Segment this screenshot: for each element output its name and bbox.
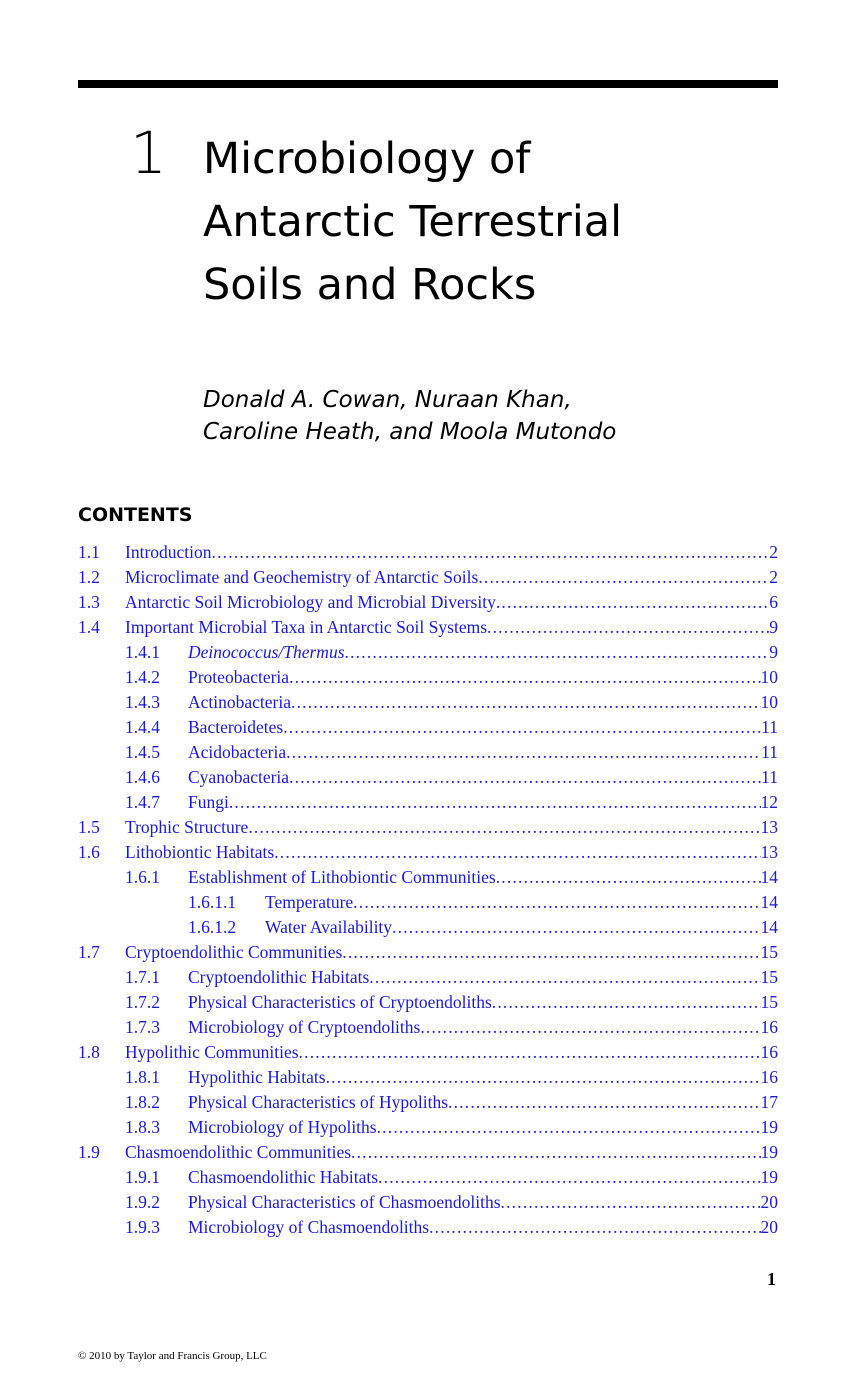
toc-entry-number: 1.8 [78, 1042, 100, 1062]
toc-leader-dots [283, 715, 761, 740]
toc-leader-dots [326, 1065, 761, 1090]
toc-entry[interactable] [78, 665, 778, 690]
chapter-title-line: Soils and Rocks [203, 260, 537, 310]
toc-leader-dots [496, 590, 769, 615]
toc-leader-dots [229, 790, 761, 815]
toc-entry-number: 1.9 [78, 1142, 100, 1162]
toc-entry-title[interactable]: Hypolithic Habitats [188, 1067, 326, 1087]
toc-entry-number: 1.4.4 [125, 717, 160, 737]
toc-entry[interactable] [78, 1165, 778, 1190]
toc-entry[interactable] [78, 715, 778, 740]
toc-entry-number: 1.6.1.1 [188, 892, 237, 912]
toc-entry-title[interactable]: Bacteroidetes [188, 717, 284, 737]
toc-entry-number: 1.4.5 [125, 742, 160, 762]
toc-entry-title[interactable]: Hypolithic Communities [125, 1042, 299, 1062]
toc-entry-title[interactable]: Important Microbial Taxa in Antarctic Soil Systems [125, 617, 488, 637]
toc-entry[interactable] [78, 815, 778, 840]
toc-entry-title[interactable]: Antarctic Soil Microbiology and Microbial Diversity [125, 592, 496, 612]
toc-leader-dots [342, 940, 760, 965]
toc-leader-dots [289, 765, 761, 790]
toc-entry[interactable] [78, 1065, 778, 1090]
toc-entry-page[interactable]: 13 [760, 842, 778, 862]
chapter-authors [203, 384, 763, 448]
table-of-contents [78, 540, 778, 1240]
toc-entry-page[interactable]: 14 [760, 892, 778, 912]
toc-entry-page[interactable]: 16 [760, 1017, 778, 1037]
toc-entry-number: 1.8.3 [125, 1117, 160, 1137]
toc-entry-page[interactable]: 11 [761, 742, 778, 762]
toc-entry[interactable] [78, 690, 778, 715]
toc-leader-dots [289, 665, 760, 690]
toc-entry[interactable] [78, 840, 778, 865]
toc-leader-dots [345, 640, 770, 665]
toc-entry-title[interactable]: Temperature [265, 892, 354, 912]
toc-entry-page[interactable]: 11 [761, 717, 778, 737]
toc-entry-page[interactable]: 10 [760, 667, 778, 687]
chapter-title-line: Antarctic Terrestrial [203, 197, 623, 247]
toc-entry-page[interactable]: 2 [769, 542, 778, 562]
toc-leader-dots [496, 865, 761, 890]
toc-entry-title[interactable]: Chasmoendolithic Communities [125, 1142, 352, 1162]
toc-entry-page[interactable]: 20 [760, 1192, 778, 1212]
toc-entry[interactable] [78, 565, 778, 590]
toc-leader-dots [420, 1015, 760, 1040]
toc-entry[interactable] [78, 890, 778, 915]
toc-entry-page[interactable]: 20 [760, 1217, 778, 1237]
toc-leader-dots [392, 915, 760, 940]
copyright-footer: © 2010 by Taylor and Francis Group, LLC [78, 1350, 267, 1362]
toc-entry-number: 1.9.1 [125, 1167, 160, 1187]
toc-entry-number: 1.9.3 [125, 1217, 160, 1237]
toc-entry-number: 1.2 [78, 567, 100, 587]
toc-entry-title[interactable]: Physical Characteristics of Chasmoendoliths [188, 1192, 501, 1212]
toc-entry-number: 1.3 [78, 592, 100, 612]
toc-entry-number: 1.4.7 [125, 792, 160, 812]
toc-entry[interactable] [78, 915, 778, 940]
toc-entry-title[interactable]: Microbiology of Hypoliths [188, 1117, 377, 1137]
toc-entry-number: 1.1 [78, 542, 100, 562]
toc-entry[interactable] [78, 740, 778, 765]
toc-leader-dots [429, 1215, 760, 1240]
toc-entry-title[interactable]: Microbiology of Chasmoendoliths [188, 1217, 430, 1237]
toc-entry[interactable] [78, 965, 778, 990]
toc-entry-title[interactable]: Acidobacteria [188, 742, 287, 762]
toc-entry[interactable] [78, 590, 778, 615]
toc-entry[interactable] [78, 1040, 778, 1065]
toc-entry[interactable] [78, 790, 778, 815]
toc-entry[interactable] [78, 615, 778, 640]
toc-leader-dots [448, 1090, 760, 1115]
toc-entry-title[interactable]: Microbiology of Cryptoendoliths [188, 1017, 421, 1037]
toc-entry[interactable] [78, 640, 778, 665]
toc-entry-page[interactable]: 15 [760, 992, 778, 1012]
chapter-title [203, 128, 763, 317]
chapter-title-line: Microbiology of [203, 134, 531, 184]
toc-leader-dots [351, 1140, 760, 1165]
toc-entry-page[interactable]: 2 [769, 567, 778, 587]
toc-entry-title[interactable]: Cryptoendolithic Habitats [188, 967, 370, 987]
toc-entry-title[interactable]: Introduction [125, 542, 212, 562]
toc-leader-dots [501, 1190, 761, 1215]
toc-entry-title[interactable]: Establishment of Lithobiontic Communities [188, 867, 496, 887]
toc-leader-dots [492, 990, 761, 1015]
toc-leader-dots [248, 815, 760, 840]
toc-leader-dots [212, 540, 770, 565]
toc-entry[interactable] [78, 1090, 778, 1115]
toc-entry-page[interactable]: 17 [760, 1092, 778, 1112]
toc-leader-dots [291, 690, 760, 715]
toc-entry-page[interactable]: 16 [760, 1042, 778, 1062]
toc-entry[interactable] [78, 540, 778, 565]
toc-entry-page[interactable]: 15 [760, 942, 778, 962]
toc-entry-page[interactable]: 12 [760, 792, 778, 812]
toc-entry[interactable] [78, 1115, 778, 1140]
toc-entry-title[interactable]: Physical Characteristics of Hypoliths [188, 1092, 449, 1112]
toc-leader-dots [274, 840, 760, 865]
toc-leader-dots [378, 1165, 760, 1190]
toc-entry-number: 1.5 [78, 817, 100, 837]
toc-leader-dots [353, 890, 760, 915]
toc-entry[interactable] [78, 765, 778, 790]
toc-entry-number: 1.8.1 [125, 1067, 160, 1087]
toc-entry-page[interactable]: 11 [761, 767, 778, 787]
toc-leader-dots [377, 1115, 761, 1140]
toc-entry-page[interactable]: 9 [769, 642, 778, 662]
toc-entry[interactable] [78, 1190, 778, 1215]
toc-entry-page[interactable]: 13 [760, 817, 778, 837]
toc-leader-dots [299, 1040, 761, 1065]
toc-entry[interactable] [78, 940, 778, 965]
toc-entry-number: 1.6.1 [125, 867, 160, 887]
toc-leader-dots [369, 965, 760, 990]
toc-entry-title[interactable]: Physical Characteristics of Cryptoendoliths [188, 992, 492, 1012]
toc-entry-number: 1.8.2 [125, 1092, 160, 1112]
toc-entry-title[interactable]: Cryptoendolithic Communities [125, 942, 343, 962]
toc-entry-title[interactable]: Microclimate and Geochemistry of Antarctic Soils [125, 567, 479, 587]
toc-entry-number: 1.4 [78, 617, 100, 637]
toc-entry-page[interactable]: 15 [760, 967, 778, 987]
toc-entry[interactable] [78, 865, 778, 890]
toc-entry-title[interactable]: Fungi [188, 792, 229, 812]
toc-entry-number: 1.6 [78, 842, 100, 862]
toc-entry-title[interactable]: Actinobacteria [188, 692, 292, 712]
toc-entry-title[interactable]: Water Availability [265, 917, 393, 937]
toc-entry-page[interactable]: 6 [769, 592, 778, 612]
toc-entry-page[interactable]: 19 [760, 1167, 778, 1187]
page-number: 1 [767, 1269, 776, 1289]
chapter-top-rule [78, 80, 778, 88]
toc-entry-number: 1.7.3 [125, 1017, 160, 1037]
toc-entry-title[interactable]: Cyanobacteria [188, 767, 290, 787]
toc-entry[interactable] [78, 1140, 778, 1165]
toc-entry-title[interactable]: Lithobiontic Habitats [125, 842, 275, 862]
author-line: Donald A. Cowan, Nuraan Khan, [203, 387, 572, 413]
toc-entry-page[interactable]: 19 [760, 1142, 778, 1162]
toc-entry-page[interactable]: 9 [769, 617, 778, 637]
toc-entry-page[interactable]: 16 [760, 1067, 778, 1087]
toc-entry-number: 1.4.6 [125, 767, 160, 787]
toc-entry-page[interactable]: 14 [760, 867, 778, 887]
toc-entry-title[interactable]: Proteobacteria [188, 667, 290, 687]
toc-entry-title[interactable]: Chasmoendolithic Habitats [188, 1167, 379, 1187]
toc-entry[interactable] [78, 1215, 778, 1240]
chapter-number: 1 [130, 119, 167, 187]
toc-entry[interactable] [78, 990, 778, 1015]
toc-entry-number: 1.7.2 [125, 992, 160, 1012]
contents-heading: CONTENTS [78, 504, 193, 526]
toc-entry-number: 1.7 [78, 942, 100, 962]
toc-entry-number: 1.9.2 [125, 1192, 160, 1212]
toc-entry-title[interactable]: Trophic Structure [125, 817, 249, 837]
toc-leader-dots [286, 740, 761, 765]
toc-entry-page[interactable]: 14 [760, 917, 778, 937]
toc-entry[interactable] [78, 1015, 778, 1040]
toc-entry-title[interactable]: Deinococcus/Thermus [188, 642, 345, 662]
toc-entry-number: 1.7.1 [125, 967, 160, 987]
author-line: Caroline Heath, and Moola Mutondo [203, 419, 617, 445]
toc-entry-page[interactable]: 10 [760, 692, 778, 712]
toc-entry-number: 1.4.2 [125, 667, 160, 687]
toc-leader-dots [478, 565, 769, 590]
toc-entry-number: 1.4.1 [125, 642, 160, 662]
toc-entry-number: 1.6.1.2 [188, 917, 237, 937]
toc-entry-page[interactable]: 19 [760, 1117, 778, 1137]
toc-leader-dots [487, 615, 769, 640]
toc-entry-number: 1.4.3 [125, 692, 160, 712]
